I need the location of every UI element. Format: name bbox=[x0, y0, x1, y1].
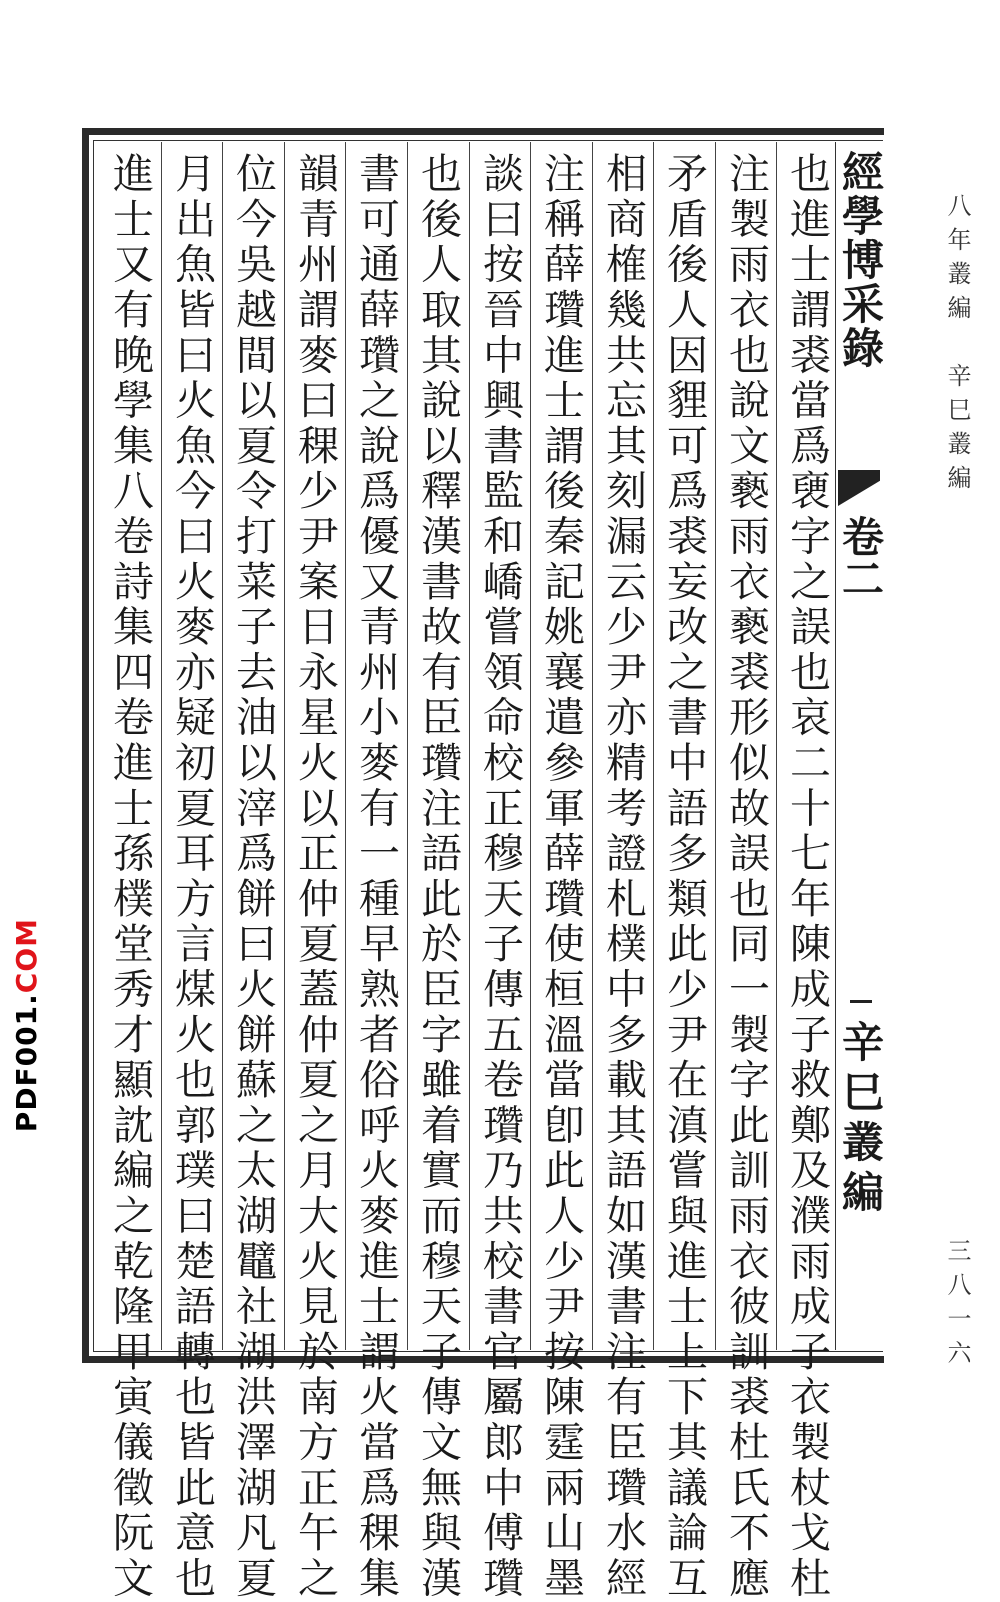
text-column-8: 書可通薛瓚之說爲優又青州小麥有一種早熟者俗呼火麥進士謂火當爲稞集 bbox=[352, 152, 400, 1602]
watermark-domain: COM bbox=[10, 918, 43, 994]
column-rule bbox=[653, 142, 654, 1350]
column-rule bbox=[715, 142, 716, 1350]
column-rule bbox=[776, 142, 777, 1350]
volume-label: 卷二 bbox=[836, 515, 885, 599]
column-rule bbox=[222, 142, 223, 1350]
column-rule bbox=[407, 142, 408, 1350]
text-column-10: 位今吳越間以夏令打菜子去油以滓爲餅曰火餅蘇之太湖鼊社湖洪澤湖凡夏 bbox=[229, 152, 277, 1602]
column-rule bbox=[469, 142, 470, 1350]
watermark-text: PDF001. bbox=[10, 993, 43, 1133]
text-column-1: 也進士謂裘當爲褏字之誤也哀二十七年陳成子救鄭及濮雨成子衣製杖戈杜 bbox=[783, 152, 831, 1602]
column-rule bbox=[592, 142, 593, 1350]
text-column-4: 相商榷幾共忘其刻漏云少尹亦精考證札樸中多載其語如漢書注有臣瓚水經 bbox=[599, 152, 647, 1602]
text-column-9: 韻青州謂麥曰稞少尹案日永星火以正仲夏蓋仲夏之月大火見於南方正午之 bbox=[291, 152, 339, 1602]
watermark bbox=[10, 918, 43, 1132]
text-column-7: 也後人取其說以釋漢書故有臣瓚注語此於臣字雖着實而穆天子傳文無與漢 bbox=[414, 152, 462, 1602]
column-rule bbox=[345, 142, 346, 1350]
book-title: 經學博采錄 bbox=[836, 150, 885, 370]
margin-header: 八年叢編 辛巳叢編 bbox=[943, 193, 971, 499]
column-rule bbox=[161, 142, 162, 1350]
series-label: 辛巳叢編 bbox=[836, 1020, 885, 1220]
page-number: 三八一六 bbox=[943, 1238, 971, 1374]
band-divider bbox=[850, 1000, 872, 1003]
text-column-5: 注稱薛瓚進士謂後秦記姚襄遣參軍薛瓚使桓溫當卽此人少尹按陳霆兩山墨 bbox=[537, 152, 585, 1602]
text-column-12: 進士又有晚學集八卷詩集四卷進士孫樸堂秀才顯訦編之乾隆甲寅儀徵阮文 bbox=[106, 152, 154, 1602]
text-column-2: 注製雨衣也說文褻雨衣褻裘形似故誤也同一製字此訓雨衣彼訓裘杜氏不應 bbox=[722, 152, 770, 1602]
text-column-6: 談曰按晉中興書監和嶠嘗領命校正穆天子傳五卷瓚乃共校書官屬郎中傅瓚 bbox=[476, 152, 524, 1602]
text-column-3: 矛盾後人因貍可爲裘妄改之書中語多類此少尹在滇嘗與進士上下其議論互 bbox=[660, 152, 708, 1602]
column-rule bbox=[530, 142, 531, 1350]
column-rule bbox=[284, 142, 285, 1350]
text-column-11: 月出魚皆曰火魚今曰火麥亦疑初夏耳方言煤火也郭璞曰楚語轉也皆此意也 bbox=[168, 152, 216, 1602]
